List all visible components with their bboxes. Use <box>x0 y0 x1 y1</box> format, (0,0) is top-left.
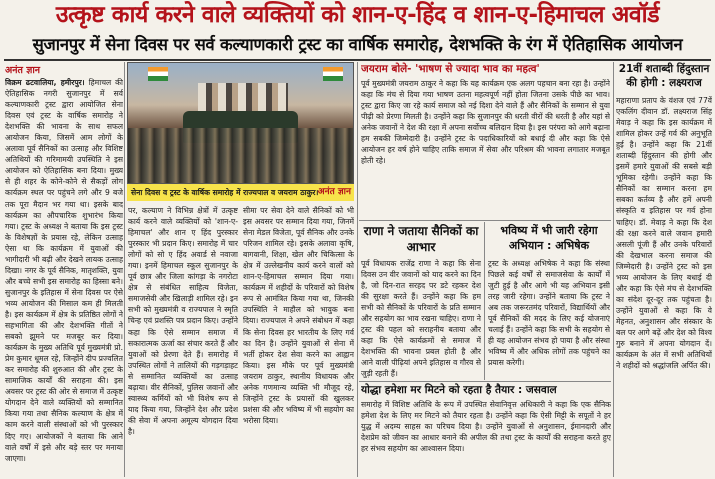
crowd-figure <box>128 128 353 183</box>
column-divider <box>357 62 358 477</box>
story-heading-lakshyaraj-text: 21वीं शताब्दी हिंदुस्तान की होगी : लक्ष्यराज <box>618 63 710 89</box>
caption-text: सेना दिवस व ट्रस्ट के वार्षिक समारोह में राज्यपाल व जयराम ठाकुर। <box>131 188 319 197</box>
story-jaswal-body: समारोह में विशिष्ट अतिथि के रूप में उपस्थित सेवानिवृत्त अधिकारी ने कहा कि एक सैनिक हमेशा देश के लिए मर मिटने को तैयार रहता है। उन्होंने कहा कि ऐसी मिट्टी के सपूतों ने हर युद्ध में अदम्य साहस का परिचय दिया है। उन्होंने युवाओं से अनुशासन, ईमानदारी और देशप्रेम को जीवन का आधार बनाने की अपील की तथा ट्रस्ट के कार्यों की सराहना करते हुए हर संभव सहयोग का आश्वासन दिया। <box>361 400 611 454</box>
story-jaswal-text <box>361 399 611 476</box>
brand-logo: अनंत ज्ञान <box>317 187 351 197</box>
story-abhishek-text <box>488 258 610 378</box>
story-heading-abhishek-text: भविष्य में भी जारी रहेगा अभियान : अभिषेक <box>500 224 598 252</box>
column-1-text: हिमाचल की ऐतिहासिक नगरी सुजानपुर में सर्व कल्याणकारी ट्रस्ट द्वारा आयोजित सेना दिवस एवं ट्रस्ट के वार्षिक समारोह ने देशभक्ति की भावना के साथ सफल आयोजन किया, जिसमें आम लोगों के अलावा पूर्व सैनिकों का उत्साह और विशिष्ट अतिथियों की गरिमामयी उपस्थिति ने इस आयोजन को ऐतिहासिक बना दिया। मुख्य से ही शहर के कोने-कोने से सैकड़ों लोग कार्यक्रम स्थल पर पहुंचने लगे और 9 बजे तक पूरा मैदान भर गया था। इसके बाद कार्यक्रम का औपचारिक शुभारंभ किया गया। ट्रस्ट के अध्यक्ष ने बताया कि इस ट्रस्ट के विशेषज्ञों के प्रयास रहे, लेकिन उत्साह ऐसा था कि कार्यक्रम में युवाओं की भागीदारी भी बढ़ी और देखने लायक उत्साह दिखा। नगर के पूर्व सैनिक, मातृशक्ति, युवा और बच्चे सभी इस समारोह का हिस्सा बने। सुजानपुर के इतिहास में सेना दिवस पर ऐसे भव्य आयोजन की मिसाल कम ही मिलती है। इस कार्यक्रम में क्षेत्र के प्रतिष्ठित लोगों ने सहभागिता की और देशभक्ति गीतों ने सबको झूमने पर मजबूर कर दिया। कार्यक्रम के मुख्य अतिथि पूर्व मुख्यमंत्री प्रो. प्रेम कुमार धूमल रहे, जिन्होंने दीप प्रज्वलित कर समारोह की शुरुआत की और ट्रस्ट के सामाजिक कार्यों की सराहना की। इस अवसर पर ट्रस्ट की ओर से समाज में उत्कृष्ट योगदान देने वाले व्यक्तियों को सम्मानित किया गया तथा सैनिक कल्याण के क्षेत्र में काम करने वाली संस्थाओं को भी पुरस्कार दिए गए। आयोजकों ने बताया कि आने वाले वर्षों में इसे और बड़े स्तर पर मनाया जाएगा। <box>5 78 123 463</box>
story-jairam-text <box>361 78 610 218</box>
story-jairam-body: पूर्व मुख्यमंत्री जयराम ठाकुर ने कहा कि यह कार्यक्रम एक अलग पहचान बना रहा है। उन्होंने कहा कि मंच से दिया गया भाषण उतना महत्वपूर्ण नहीं होता जितना उसके पीछे का भाव। ट्रस्ट द्वारा किए जा रहे कार्य समाज को नई दिशा देने वाले हैं और सैनिकों के सम्मान से युवा पीढ़ी को प्रेरणा मिलती है। उन्होंने कहा कि सुजानपुर की धरती वीरों की धरती है और यहां से अनेक जवानों ने देश की रक्षा में अपना सर्वोच्च बलिदान दिया है। इस परंपरा को आगे बढ़ाना हम सबकी जिम्मेदारी है। उन्होंने ट्रस्ट के पदाधिकारियों को बधाई दी और कहा कि ऐसे आयोजन हर वर्ष होने चाहिए ताकि समाज में सेवा और परिश्रम की भावना लगातार मजबूत होती रहे। <box>361 79 610 166</box>
headline: उत्कृष्ट कार्य करने वाले व्यक्तियों को शान-ए-हिंद व शान-ए-हिमाचल अवॉर्ड <box>55 2 660 28</box>
story-heading-jaswal: योद्धा हमेशा मर मिटने को रहता है तैयार : जसवाल <box>361 384 557 396</box>
flag-icon <box>148 67 168 81</box>
story-heading-rana <box>361 223 481 255</box>
story-rana-body: पूर्व विधायक राजेंद्र राणा ने कहा कि सेना दिवस उन वीर जवानों को याद करने का दिन है, जो दिन-रात सरहद पर डटे रहकर देश की सुरक्षा करते हैं। उन्होंने कहा कि हम सभी को सैनिकों के परिवारों के प्रति सम्मान और सहयोग का भाव रखना चाहिए। राणा ने ट्रस्ट की पहल को सराहनीय बताया और कहा कि ऐसे कार्यक्रमों से समाज में देशभक्ति की भावना प्रबल होती है और आने वाली पीढ़ियां अपने इतिहास व गौरव से जुड़ी रहती हैं। <box>361 259 481 378</box>
column-2-text: पर, कल्याण ने विभिन्न क्षेत्रों में उत्कृष्ट कार्य करने वाले व्यक्तियों को 'शान-ए-हिमाचल' और शान ए हिंद पुरस्कार पुरस्कार भी प्रदान किए। समारोह में चार लोगों को सो ए हिंद अवार्ड से नवाजा गया। इनमें हिमाचल स्कूल सुजानपुर के पूर्व छात्र और जिला कांगड़ा के नगरोटा क्षेत्र से संबंधित साहित्य विजेता, समाजसेवी और खिलाड़ी शामिल रहे। इन सभी को मुख्यमंत्री व राज्यपाल ने स्मृति चिन्ह एवं प्रशस्ति पत्र प्रदान किए। उन्होंने कहा कि ऐसे सम्मान समाज में सकारात्मक ऊर्जा का संचार करते हैं और युवाओं को प्रेरणा देते हैं। समारोह में उपस्थित लोगों ने तालियों की गड़गड़ाहट से सम्मानित व्यक्तियों का उत्साह बढ़ाया। वीर सैनिकों, पुलिस जवानों और स्वास्थ्य कर्मियों को भी विशेष रूप से याद किया गया, जिन्होंने देश और प्रदेश की सेवा में अपना अमूल्य योगदान दिया है। <box>128 206 238 436</box>
byline: अनंत ज्ञान <box>5 65 41 76</box>
story-heading-abhishek <box>488 223 610 253</box>
column-1 <box>5 64 123 476</box>
dateline: विक्रम ढटवालिया, हमीरपुर। <box>5 78 85 87</box>
flag-icon <box>323 67 343 81</box>
column-3-text: सीमा पर सेवा देने वाले सैनिकों को भी इस अवसर पर सम्मान दिया गया, जिनमें सेना मेडल विजेता, पूर्व सैनिक और उनके परिजन शामिल रहे। इसके अलावा कृषि, बागवानी, शिक्षा, खेल और चिकित्सा के क्षेत्र में उल्लेखनीय कार्य करने वालों को शान-ए-हिमाचल सम्मान दिया गया। कार्यक्रम में शहीदों के परिवारों को विशेष रूप से आमंत्रित किया गया था, जिनकी उपस्थिति ने माहौल को भावुक बना दिया। राज्यपाल ने अपने संबोधन में कहा कि सेना दिवस हर भारतीय के लिए गर्व का दिन है। उन्होंने युवाओं से सेना में भर्ती होकर देश सेवा करने का आह्वान किया। इस मौके पर पूर्व मुख्यमंत्री जयराम ठाकुर, स्थानीय विधायक और अनेक गणमान्य व्यक्ति भी मौजूद रहे, जिन्होंने ट्रस्ट के प्रयासों की खुलकर प्रशंसा की और भविष्य में भी सहयोग का भरोसा दिया। <box>243 206 354 425</box>
headline-divider <box>4 59 711 61</box>
story-abhishek-body: ट्रस्ट के अध्यक्ष अभिषेक ने कहा कि संस्था पिछले कई वर्षों से समाजसेवा के कार्यों में जुटी हुई है और आगे भी यह अभियान इसी तरह जारी रहेगा। उन्होंने बताया कि ट्रस्ट ने अब तक जरूरतमंद परिवारों, विद्यार्थियों और पूर्व सैनिकों की मदद के लिए कई योजनाएं चलाई हैं। उन्होंने कहा कि सभी के सहयोग से ही यह आयोजन संभव हो पाया है और संस्था भविष्य में और अधिक लोगों तक पहुंचने का प्रयास करेगी। <box>488 259 610 368</box>
column-divider <box>613 62 614 477</box>
column-2 <box>128 205 238 476</box>
section-divider <box>359 381 611 382</box>
column-divider <box>124 62 125 477</box>
column-divider <box>484 222 485 380</box>
column-3 <box>243 205 354 476</box>
event-photo <box>127 62 354 184</box>
story-heading-lakshyaraj <box>616 62 712 90</box>
photo-caption <box>127 184 354 201</box>
story-rana-text <box>361 258 481 378</box>
subheadline: सुजानपुर में सेना दिवस पर सर्व कल्याणकारी ट्रस्ट का वार्षिक समारोह, देशभक्ति के रंग में ऐतिहासिक आयोजन <box>32 35 683 54</box>
dignitaries-figure <box>198 83 288 113</box>
story-lakshyaraj-text <box>616 95 712 476</box>
story-lakshyaraj-body: महाराणा प्रताप के वंशज एवं 77वें एकलिंग दीवान डॉ. लक्ष्यराज सिंह मेवाड़ ने कहा कि इस कार्यक्रम में शामिल होकर उन्हें गर्व की अनुभूति हुई है। उन्होंने कहा कि 21वीं शताब्दी हिंदुस्तान की होगी और इसमें हमारे युवाओं की सबसे बड़ी भूमिका रहेगी। उन्होंने कहा कि सैनिकों का सम्मान करना हम सबका कर्तव्य है और हमें अपनी संस्कृति व इतिहास पर गर्व होना चाहिए। डॉ. मेवाड़ ने कहा कि देश की रक्षा करने वाले जवान हमारी असली पूंजी हैं और उनके परिवारों की देखभाल करना समाज की जिम्मेदारी है। उन्होंने ट्रस्ट को इस भव्य आयोजन के लिए बधाई दी और कहा कि ऐसे मंच से देशभक्ति का संदेश दूर-दूर तक पहुंचता है। उन्होंने युवाओं से कहा कि वे मेहनत, अनुशासन और संस्कार के बल पर आगे बढ़ें और देश को विश्व गुरु बनाने में अपना योगदान दें। कार्यक्रम के अंत में सभी अतिथियों ने शहीदों को श्रद्धांजलि अर्पित की। <box>616 96 712 371</box>
story-heading-rana-text: राणा ने जताया सैनिकों का आभार <box>363 224 479 254</box>
story-heading-jairam: जयराम बोले- 'भाषण से ज्यादा भाव का महत्व' <box>361 63 540 75</box>
section-divider <box>359 220 611 221</box>
